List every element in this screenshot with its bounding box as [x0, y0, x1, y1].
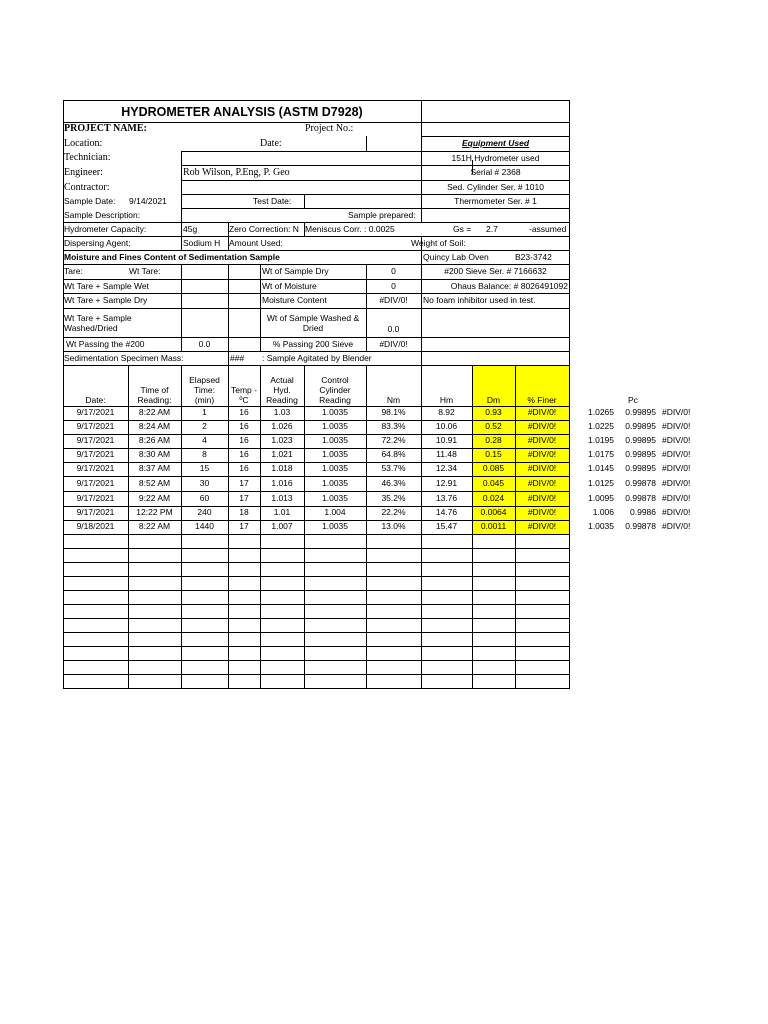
cell-actual: 1.023	[271, 435, 293, 445]
cell-temp: 17	[239, 478, 249, 488]
cell-nm: 83.3%	[381, 421, 406, 431]
engineer-label: Engineer:	[64, 167, 103, 178]
cell-finer: #DIV/0!	[527, 449, 557, 459]
equipment-oven-serial: B23-3742	[515, 252, 552, 262]
equipment-foam-note: No foam inhibitor used in test.	[423, 295, 536, 305]
cell-dm: 0.024	[482, 493, 505, 503]
cell-time: 12:22 PM	[136, 507, 173, 517]
cell-hm: 10.06	[435, 421, 458, 431]
cell-x2: 0.99878	[625, 478, 656, 488]
cell-date: 9/17/2021	[76, 449, 115, 459]
cell-elapsed: 240	[197, 507, 212, 517]
equipment-serial: Serial # 2368	[470, 167, 521, 177]
cell-hm: 12.91	[435, 478, 458, 488]
cell-actual: 1.021	[271, 449, 293, 459]
cell-date: 9/18/2021	[76, 521, 115, 531]
wt-passing-label: Wt Passing the #200	[66, 339, 145, 349]
cell-x3: #DIV/0!	[662, 449, 691, 459]
cell-hm: 8.92	[438, 407, 455, 417]
cell-time: 8:30 AM	[138, 449, 171, 459]
wt-passing-value: 0.0	[198, 339, 211, 349]
header-temp: Temp -	[231, 385, 257, 395]
cell-temp: 18	[239, 507, 249, 517]
header-date: Date:	[85, 395, 106, 405]
dispersing-agent-label: Dispersing Agent:	[64, 238, 131, 248]
cell-control: 1.0035	[322, 521, 348, 531]
header-actual-3: Reading	[266, 395, 298, 405]
cell-nm: 72.2%	[381, 435, 406, 445]
cell-x2: 0.99895	[625, 435, 656, 445]
header-temp-2: ºC	[239, 395, 249, 405]
cell-hm: 11.48	[436, 449, 457, 459]
cell-x2: 0.99895	[625, 463, 656, 473]
cell-temp: 17	[239, 521, 249, 531]
cell-date: 9/17/2021	[76, 478, 115, 488]
sed-mass-label: Sedimentation Specimen Mass:	[64, 353, 184, 363]
cell-nm: 35.2%	[381, 493, 406, 503]
cell-x1: 1.0175	[588, 449, 614, 459]
contractor-label: Contractor:	[64, 182, 110, 193]
header-pc: Pc	[628, 395, 638, 405]
cell-time: 8:37 AM	[138, 463, 171, 473]
cell-finer: #DIV/0!	[527, 478, 557, 488]
equipment-sieve: #200 Sieve Ser. # 7166632	[444, 266, 547, 276]
cell-actual: 1.007	[271, 521, 293, 531]
cell-x3: #DIV/0!	[662, 507, 691, 517]
header-dm: Dm	[486, 395, 501, 405]
technician-label: Technician:	[64, 152, 111, 163]
cell-x2: 0.9986	[630, 507, 656, 517]
cell-x3: #DIV/0!	[662, 521, 691, 531]
cell-x3: #DIV/0!	[662, 478, 691, 488]
header-finer: % Finer	[527, 395, 557, 405]
header-control: Control	[321, 375, 349, 385]
sample-prepared-label: Sample prepared:	[348, 210, 416, 220]
cell-temp: 16	[239, 463, 249, 473]
sample-description-label: Sample Description:	[64, 210, 141, 220]
cell-x2: 0.99895	[625, 449, 656, 459]
cell-date: 9/17/2021	[76, 407, 115, 417]
cell-temp: 16	[239, 449, 249, 459]
cell-dm: 0.93	[485, 407, 502, 417]
cell-elapsed: 4	[202, 435, 207, 445]
header-control-3: Reading	[319, 395, 351, 405]
cell-actual: 1.016	[271, 478, 293, 488]
cell-time: 8:52 AM	[138, 478, 171, 488]
cell-x1: 1.0195	[588, 435, 614, 445]
cell-finer: #DIV/0!	[527, 435, 557, 445]
cell-x2: 0.99878	[625, 493, 656, 503]
wt-tare-washed-label-2: Washed/Dried	[64, 323, 118, 333]
cell-x3: #DIV/0!	[662, 435, 691, 445]
cell-nm: 13.0%	[381, 521, 406, 531]
hydrometer-capacity-label: Hydrometer Capacity:	[64, 224, 147, 234]
equipment-thermometer: Thermometer Ser. # 1	[454, 196, 537, 206]
header-time-2: Reading:	[137, 395, 172, 405]
wt-washed-label: Wt of Sample Washed &	[266, 313, 360, 323]
cell-x3: #DIV/0!	[662, 463, 691, 473]
project-no-label: Project No.:	[305, 123, 354, 134]
gs-value: 2.7	[486, 224, 498, 234]
meniscus-correction-label: Meniscus Corr. : 0.0025	[305, 224, 395, 234]
cell-time: 8:22 AM	[138, 521, 171, 531]
cell-control: 1.0035	[322, 478, 348, 488]
cell-x1: 1.006	[592, 507, 614, 517]
cell-nm: 64.8%	[381, 449, 406, 459]
wt-sample-dry-value: 0	[391, 266, 396, 276]
cell-elapsed: 60	[199, 493, 210, 503]
cell-finer: #DIV/0!	[527, 463, 557, 473]
cell-x1: 1.0265	[588, 407, 614, 417]
hydrometer-capacity-value: 45g	[183, 224, 198, 234]
cell-hm: 10.91	[435, 435, 458, 445]
wt-moisture-label: Wt of Moisture	[262, 281, 317, 291]
cell-elapsed: 15	[199, 463, 210, 473]
cell-dm: 0.085	[482, 463, 505, 473]
cell-x3: #DIV/0!	[662, 493, 691, 503]
cell-elapsed: 2	[202, 421, 207, 431]
dispersing-agent-value: Sodium H	[183, 238, 221, 248]
gs-note: -assumed	[529, 224, 567, 234]
header-actual: Actual	[270, 375, 294, 385]
cell-actual: 1.013	[271, 493, 293, 503]
cell-hm: 12.34	[435, 463, 458, 473]
header-nm: Nm	[386, 395, 401, 405]
cell-dm: 0.28	[485, 435, 502, 445]
cell-x3: #DIV/0!	[662, 407, 691, 417]
moisture-content-value: #DIV/0!	[379, 295, 408, 305]
header-control-2: Cylinder	[319, 385, 351, 395]
cell-nm: 22.2%	[381, 507, 406, 517]
cell-x1: 1.0145	[588, 463, 614, 473]
equipment-hydrometer: 151H Hydrometer used	[451, 153, 540, 163]
cell-nm: 46.3%	[381, 478, 406, 488]
cell-finer: #DIV/0!	[527, 507, 557, 517]
project-name-label: PROJECT NAME:	[64, 123, 147, 134]
weight-of-soil-label: Weight of Soil:	[411, 238, 466, 248]
cell-time: 9:22 AM	[138, 493, 171, 503]
header-hm: Hm	[439, 395, 454, 405]
cell-control: 1.0035	[322, 463, 348, 473]
cell-x2: 0.99895	[625, 407, 656, 417]
cell-dm: 0.045	[482, 478, 505, 488]
header-elapsed: Elapsed	[189, 375, 220, 385]
wt-washed-value: 0.0	[387, 324, 400, 334]
cell-date: 9/17/2021	[76, 421, 115, 431]
cell-dm: 0.15	[485, 449, 502, 459]
location-label: Location:	[64, 138, 103, 149]
equipment-heading: Equipment Used	[461, 138, 530, 148]
cell-actual: 1.018	[271, 463, 293, 473]
cell-nm: 53.7%	[381, 463, 406, 473]
cell-x2: 0.99895	[625, 421, 656, 431]
amount-used-label: Amount Used:	[229, 238, 283, 248]
cell-elapsed: 8	[202, 449, 207, 459]
cell-control: 1.0035	[322, 449, 348, 459]
equipment-balance: Ohaus Balance: # 8026491092	[450, 281, 568, 291]
cell-actual: 1.03	[273, 407, 291, 417]
wt-tare-washed-label: Wt Tare + Sample	[64, 313, 132, 323]
cell-x1: 1.0035	[588, 521, 614, 531]
zero-correction-label: Zero Correction: N	[229, 224, 299, 234]
wt-moisture-value: 0	[391, 281, 396, 291]
cell-hm: 13.76	[435, 493, 458, 503]
cell-x2: 0.99878	[625, 521, 656, 531]
pct-passing-value: #DIV/0!	[379, 339, 408, 349]
cell-finer: #DIV/0!	[527, 493, 557, 503]
cell-nm: 98.1%	[381, 407, 406, 417]
wt-sample-dry-label: Wt of Sample Dry	[262, 266, 329, 276]
cell-hm: 15.47	[435, 521, 458, 531]
cell-elapsed: 30	[199, 478, 210, 488]
wt-tare-dry-label: Wt Tare + Sample Dry	[64, 295, 148, 305]
wt-tare-wet-label: Wt Tare + Sample Wet	[64, 281, 149, 291]
cell-x1: 1.0125	[588, 478, 614, 488]
engineer-value: Rob Wilson, P.Eng, P. Geo	[183, 167, 290, 178]
moisture-content-label: Moisture Content	[262, 295, 327, 305]
pct-passing-label: % Passing 200 Sieve	[272, 339, 354, 349]
cell-date: 9/17/2021	[76, 435, 115, 445]
sample-date-label: Sample Date:	[64, 196, 116, 206]
cell-temp: 16	[239, 421, 249, 431]
agitated-label: : Sample Agitated by Blender	[262, 353, 372, 363]
cell-date: 9/17/2021	[76, 493, 115, 503]
header-elapsed-2: Time:	[194, 385, 215, 395]
moisture-heading: Moisture and Fines Content of Sedimentation Sample	[64, 252, 280, 262]
cell-hm: 14.76	[435, 507, 458, 517]
cell-temp: 16	[239, 407, 249, 417]
wt-washed-label-2: Dried	[302, 323, 324, 333]
header-actual-2: Hyd.	[273, 385, 291, 395]
cell-finer: #DIV/0!	[527, 421, 557, 431]
cell-temp: 16	[239, 435, 249, 445]
test-date-label: Test Date:	[253, 196, 292, 206]
cell-finer: #DIV/0!	[527, 407, 557, 417]
cell-control: 1.004	[324, 507, 346, 517]
sed-mass-value: ###	[230, 353, 245, 363]
header-time: Time of	[140, 385, 169, 395]
cell-dm: 0.0011	[480, 521, 507, 531]
cell-control: 1.0035	[322, 421, 348, 431]
cell-date: 9/17/2021	[76, 507, 115, 517]
gs-label: Gs =	[453, 224, 472, 234]
cell-control: 1.0035	[322, 407, 348, 417]
equipment-cylinder: Sed. Cylinder Ser. # 1010	[447, 182, 544, 192]
cell-control: 1.0035	[322, 435, 348, 445]
cell-dm: 0.0064	[480, 507, 507, 517]
cell-time: 8:22 AM	[138, 407, 171, 417]
cell-temp: 17	[239, 493, 249, 503]
cell-x3: #DIV/0!	[662, 421, 691, 431]
tare-label: Tare:	[64, 266, 83, 276]
cell-x1: 1.0225	[588, 421, 614, 431]
page-title: HYDROMETER ANALYSIS (ASTM D7928)	[121, 105, 363, 119]
cell-actual: 1.026	[271, 421, 293, 431]
sample-date-value: 9/14/2021	[129, 196, 167, 206]
cell-time: 8:24 AM	[138, 421, 171, 431]
cell-elapsed: 1	[202, 407, 207, 417]
cell-control: 1.0035	[322, 493, 348, 503]
cell-elapsed: 1440	[195, 521, 214, 531]
cell-time: 8:26 AM	[138, 435, 171, 445]
cell-finer: #DIV/0!	[527, 521, 557, 531]
cell-dm: 0.52	[485, 421, 502, 431]
equipment-oven: Quincy Lab Oven	[423, 252, 489, 262]
cell-x1: 1.0095	[588, 493, 614, 503]
date-label: Date:	[260, 138, 282, 149]
header-elapsed-3: (min)	[194, 395, 215, 405]
wt-tare-label: Wt Tare:	[129, 266, 161, 276]
cell-date: 9/17/2021	[76, 463, 115, 473]
cell-actual: 1.01	[273, 507, 291, 517]
